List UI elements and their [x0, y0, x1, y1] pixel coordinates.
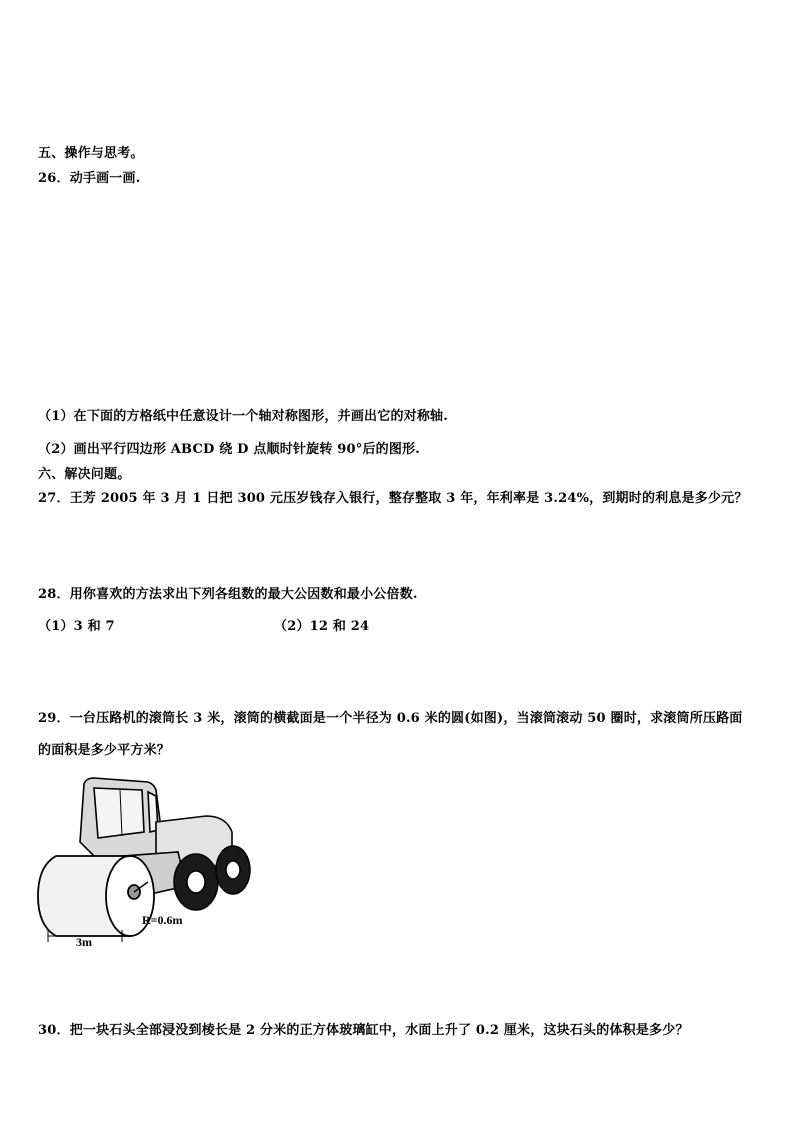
- length-label: 3m: [76, 935, 92, 948]
- question-27-text: 27．王芳 2005 年 3 月 1 日把 300 元压岁钱存入银行，整存整取 3 年，年利率是 3.24%，到期时的利息是多少元？: [38, 491, 748, 506]
- question-28-part-1: （1）3 和 7: [38, 619, 115, 634]
- question-26-title: 26．动手画一画.: [38, 171, 141, 186]
- question-26-part-2: （2）画出平行四边形 ABCD 绕 D 点顺时针旋转 90°后的图形.: [38, 442, 421, 457]
- question-28-part-2: （2）12 和 24: [274, 619, 370, 634]
- road-roller-figure: [36, 776, 266, 948]
- question-26-part-1: （1）在下面的方格纸中任意设计一个轴对称图形，并画出它的对称轴.: [38, 409, 448, 424]
- roller-cab: [80, 778, 162, 858]
- question-29-line-1: 29．一台压路机的滚筒长 3 米，滚筒的横截面是一个半径为 0.6 米的圆(如图)，当滚筒滚动 50 圈时，求滚筒所压路面: [38, 711, 743, 726]
- section-6-heading: 六、解决问题。: [38, 467, 131, 482]
- question-29-line-2: 的面积是多少平方米？: [38, 743, 171, 758]
- radius-label: R=0.6m: [142, 913, 183, 927]
- section-5-heading: 五、操作与思考。: [38, 146, 144, 161]
- roller-drum: [38, 856, 154, 936]
- question-30-text: 30．把一块石头全部浸没到棱长是 2 分米的正方体玻璃缸中，水面上升了 0.2 厘米，这块石头的体积是多少？: [38, 1023, 689, 1038]
- question-28-text: 28．用你喜欢的方法求出下列各组数的最大公因数和最小公倍数.: [38, 587, 418, 602]
